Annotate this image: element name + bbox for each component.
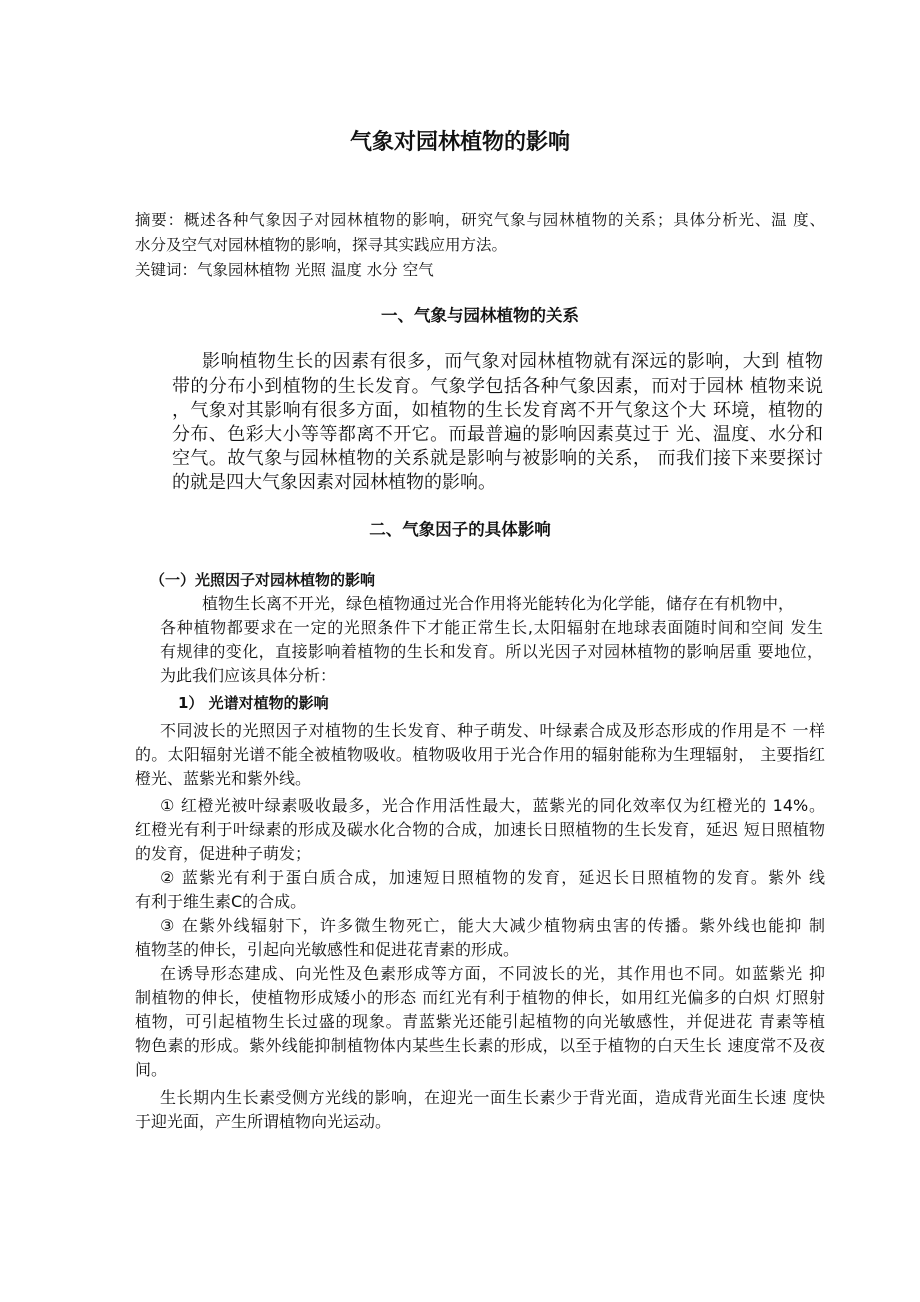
abstract-line: 摘要：概述各种气象因子对园林植物的影响，研究气象与园林植物的关系；具体分析光、温 度、 [135, 211, 825, 229]
paragraph-line: 植物，可引起植物生长过盛的现象。青蓝紫光还能引起植物的向光敏感性，并促进花 青素等植 [135, 1012, 825, 1031]
paragraph-line: 植物生长离不开光，绿色植物通过光合作用将光能转化为化学能，储存在有机物中， [202, 594, 795, 613]
paragraph-line: 间。 [135, 1060, 168, 1079]
paragraph-line: 带的分布小到植物的生长发育。气象学包括各种气象因素，而对于园林 植物来说 [172, 376, 823, 397]
paragraph-line: 红橙光有利于叶绿素的形成及碳水化合物的合成，加速长日照植物的生长发育，延迟 短日照植物 [135, 820, 825, 839]
paragraph-line: 在诱导形态建成、向光性及色素形成等方面，不同波长的光，其作用也不同。如蓝紫光 抑 [160, 964, 825, 983]
paragraph-line: ③ 在紫外线辐射下，许多微生物死亡，能大大减少植物病虫害的传播。紫外线也能抑 制 [160, 916, 825, 935]
paragraph-line: 为此我们应该具体分析： [160, 666, 337, 685]
paragraph-line: 有规律的变化，直接影响着植物的生长和发育。所以光因子对园林植物的影响居重 要地位， [160, 642, 823, 661]
paragraph-line: 生长期内生长素受侧方光线的影响，在迎光一面生长素少于背光面，造成背光面生长速 度快 [160, 1088, 825, 1107]
paragraph-line: 制植物的伸长，使植物形成矮小的形态 而红光有利于植物的伸长，如用红光偏多的白炽 灯照射 [135, 988, 825, 1007]
paragraph-line: ，气象对其影响有很多方面，如植物的生长发育离不开气象这个大 环境，植物的 [172, 400, 823, 421]
paragraph-line: 空气。故气象与园林植物的关系就是影响与被影响的关系， 而我们接下来要探讨 [172, 448, 823, 469]
paragraph-line: 于迎光面，产生所谓植物向光运动。 [135, 1112, 392, 1131]
paragraph-line: 各种植物都要求在一定的光照条件下才能正常生长,太阳辐射在地球表面随时间和空间 发生 [160, 618, 823, 637]
paragraph-line: 的发育，促进种子萌发； [135, 844, 312, 863]
page-title: 气象对园林植物的影响 [349, 130, 570, 155]
paragraph-line: 不同波长的光照因子对植物的生长发育、种子萌发、叶绿素合成及形态形成的作用是不 一样 [160, 721, 825, 740]
paragraph-line: 影响植物生长的因素有很多，而气象对园林植物就有深远的影响，大到 植物 [202, 351, 823, 372]
abstract-line: 水分及空气对园林植物的影响，探寻其实践应用方法。 [135, 236, 508, 254]
keywords-line: 关键词：气象园林植物 光照 温度 水分 空气 [135, 261, 434, 279]
paragraph-line: ② 蓝紫光有利于蛋白质合成，加速短日照植物的发育，延迟长日照植物的发育。紫外 线 [160, 868, 825, 887]
section-heading: 二、气象因子的具体影响 [369, 520, 551, 539]
paragraph-line: 植物茎的伸长，引起向光敏感性和促进花青素的形成。 [135, 940, 520, 959]
subsection-heading: 1） 光谱对植物的影响 [178, 694, 329, 712]
paragraph-line: 的就是四大气象因素对园林植物的影响。 [172, 472, 496, 493]
section-heading: 一、气象与园林植物的关系 [381, 306, 579, 325]
subsection-heading: （一）光照因子对园林植物的影响 [150, 571, 376, 589]
paragraph-line: 分布、色彩大小等等都离不开它。而最普遍的影响因素莫过于 光、温度、水分和 [172, 424, 823, 445]
paragraph-line: 物色素的形成。紫外线能抑制植物体内某些生长素的形成，以至于植物的白天生长 速度常不及夜 [135, 1036, 825, 1055]
paragraph-line: 橙光、蓝紫光和紫外线。 [135, 769, 312, 788]
paragraph-line: 有利于维生素C的合成。 [135, 892, 307, 911]
paragraph-line: 的。太阳辐射光谱不能全被植物吸收。植物吸收用于光合作用的辐射能称为生理辐射， 主要指红 [135, 745, 825, 764]
paragraph-line: ① 红橙光被叶绿素吸收最多，光合作用活性最大，蓝紫光的同化效率仅为红橙光的 14%。 [160, 796, 825, 815]
